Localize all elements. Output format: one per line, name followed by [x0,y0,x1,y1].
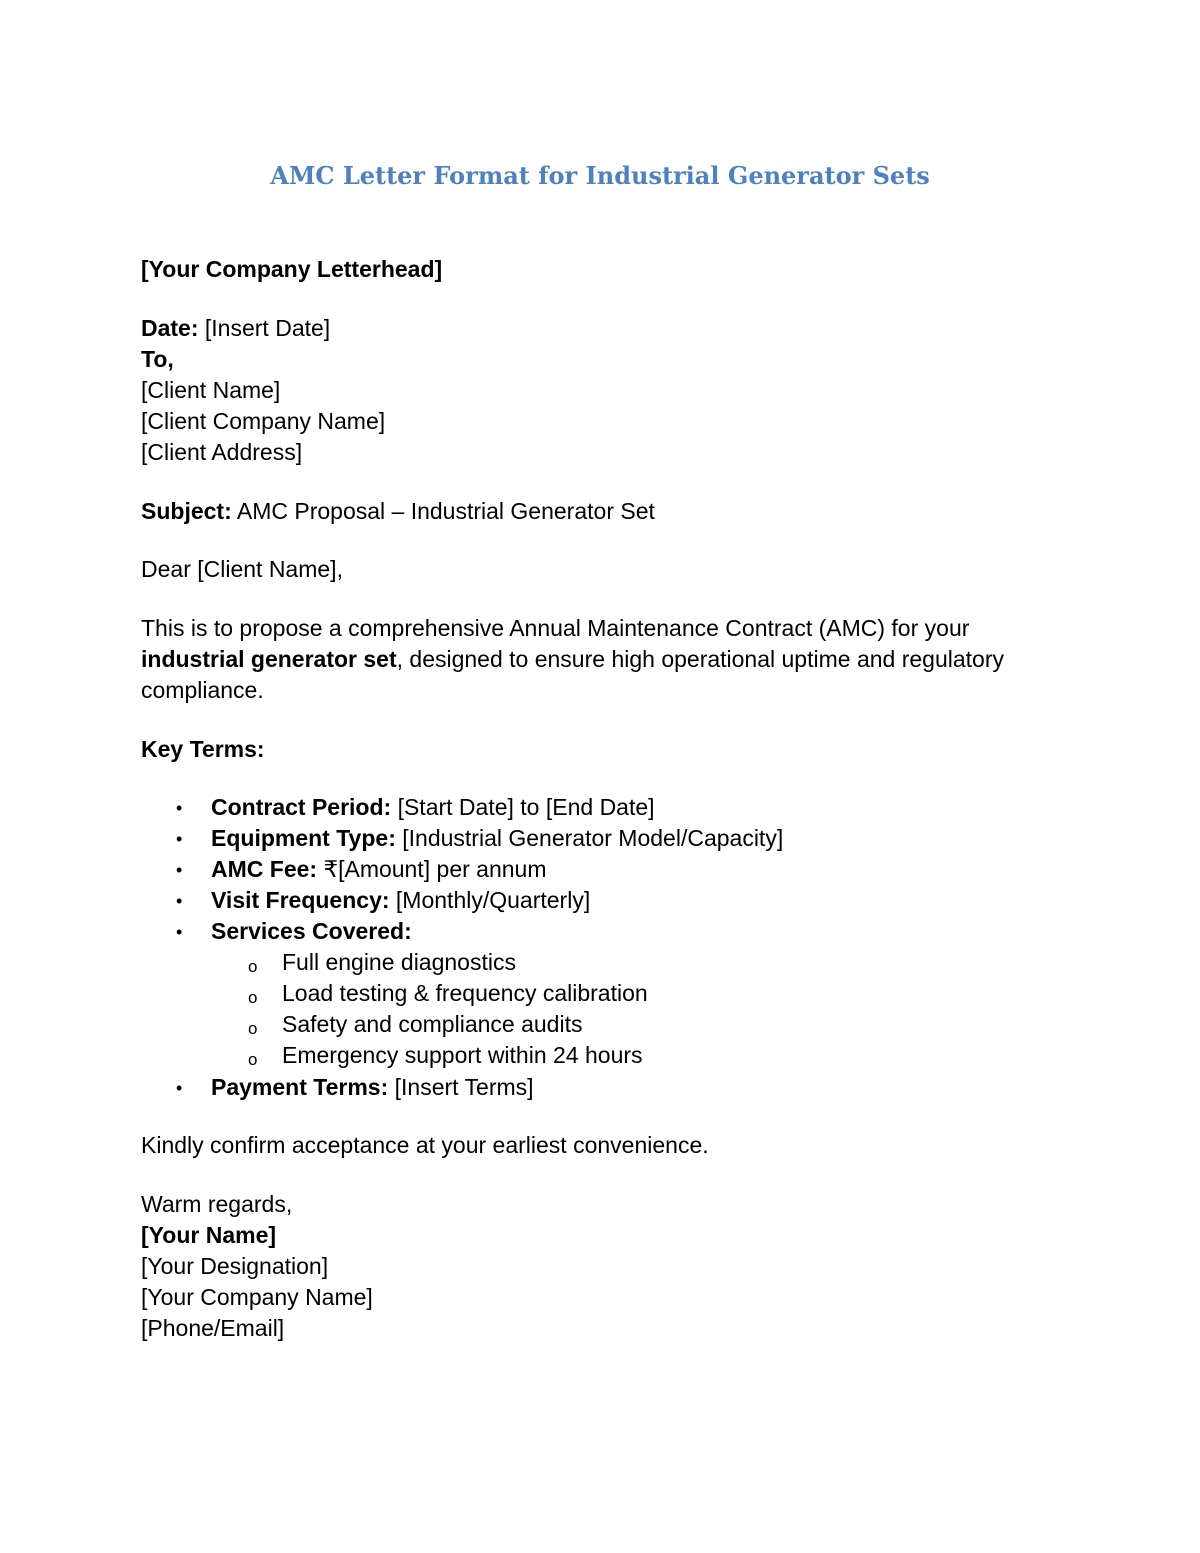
key-terms-heading: Key Terms: [141,736,265,762]
term-value: [Start Date] to [End Date] [391,794,655,820]
body-line-3: compliance. [141,677,264,703]
term-contract-period [211,792,655,823]
term-value: [Insert Terms] [388,1074,534,1100]
term-label: AMC Fee: [211,856,318,882]
bullet-icon: • [176,860,183,880]
body-line-1: This is to propose a comprehensive Annual Maintenance Contract (AMC) for your [141,615,970,641]
signoff-company: [Your Company Name] [141,1284,373,1310]
sub-bullet-icon: o [248,957,258,976]
term-equipment-type [211,823,783,854]
salutation: Dear [Client Name], [141,556,343,582]
bullet-icon: • [176,829,183,849]
term-amc-fee [211,854,546,885]
term-label: Services Covered: [211,918,412,944]
closing-line: Kindly confirm acceptance at your earliest convenience. [141,1132,709,1158]
letterhead-placeholder: [Your Company Letterhead] [141,256,443,282]
subject-value: AMC Proposal – Industrial Generator Set [231,498,655,524]
body-emphasis: industrial generator set [141,646,397,672]
bullet-icon: • [176,922,183,942]
document-title: AMC Letter Format for Industrial Generator Sets [270,161,930,190]
term-services-covered [211,916,412,947]
term-label: Contract Period: [211,794,392,820]
sub-bullet-icon: o [248,1019,258,1038]
signoff-designation: [Your Designation] [141,1253,329,1279]
service-item: Safety and compliance audits [282,1011,583,1037]
sub-bullet-icon: o [248,988,258,1007]
date-label: Date: [141,315,199,341]
body-line-2-rest: , designed to ensure high operational uptime and regulatory [396,646,1004,672]
client-company-name: [Client Company Name] [141,408,386,434]
term-label: Payment Terms: [211,1074,389,1100]
bullet-icon: • [176,798,183,818]
term-value: [Industrial Generator Model/Capacity] [395,825,784,851]
service-item: Full engine diagnostics [282,949,516,975]
date-value: [Insert Date] [198,315,331,341]
service-item: Load testing & frequency calibration [282,980,648,1006]
client-name: [Client Name] [141,377,281,403]
service-item: Emergency support within 24 hours [282,1042,643,1068]
bullet-icon: • [176,1078,183,1098]
term-value: [Monthly/Quarterly] [389,887,591,913]
date-line [141,313,330,344]
signoff-name: [Your Name] [141,1222,277,1248]
body-line-2 [141,644,1004,675]
term-payment-terms [211,1072,534,1103]
client-address: [Client Address] [141,439,303,465]
term-value: ₹[Amount] per annum [317,856,547,882]
sub-bullet-icon: o [248,1050,258,1069]
bullet-icon: • [176,891,183,911]
term-label: Equipment Type: [211,825,396,851]
term-label: Visit Frequency: [211,887,390,913]
signoff-regards: Warm regards, [141,1191,293,1217]
subject-line [141,496,655,527]
to-label: To, [141,346,174,372]
term-visit-frequency [211,885,590,916]
signoff-contact: [Phone/Email] [141,1315,285,1341]
subject-label: Subject: [141,498,232,524]
